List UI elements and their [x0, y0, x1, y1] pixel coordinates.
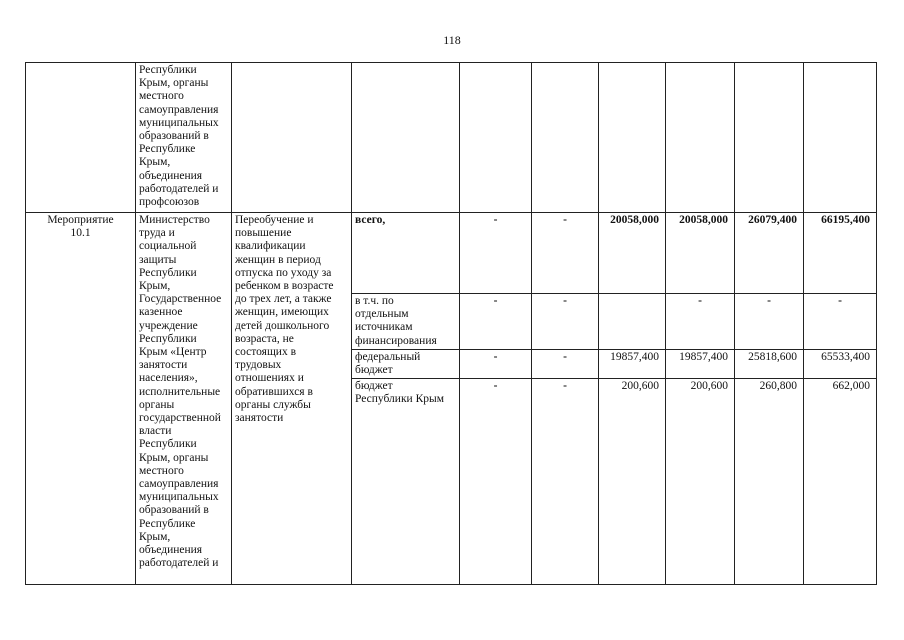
- value-cell: 20058,000: [666, 213, 735, 294]
- value-cell: -: [460, 379, 532, 585]
- value-cell: -: [804, 294, 877, 350]
- value-cell-empty: [532, 63, 599, 213]
- value-cell: -: [532, 213, 599, 294]
- value-cell: -: [460, 349, 532, 378]
- page-number: 118: [443, 33, 461, 47]
- value-cell: 20058,000: [599, 213, 666, 294]
- value-cell: 200,600: [599, 379, 666, 585]
- value-cell: 19857,400: [666, 349, 735, 378]
- value-cell-empty: [460, 63, 532, 213]
- funding-source-cell: всего,: [352, 213, 460, 294]
- value-cell: 66195,400: [804, 213, 877, 294]
- funding-source-cell: в т.ч. по отдельным источникам финансирования: [352, 294, 460, 350]
- value-cell: -: [532, 294, 599, 350]
- value-cell: 662,000: [804, 379, 877, 585]
- value-cell: -: [460, 213, 532, 294]
- value-cell: -: [735, 294, 804, 350]
- funding-source-cell: федеральный бюджет: [352, 349, 460, 378]
- description-cell: Переобучение и повышение квалификации женщин в период отпуска по уходу за ребенком в возрасте до трех лет, а также женщин, имеющих детей дошкольного возраста, не состоящих в трудовых отношениях и обратившихся в органы службы занятости: [232, 213, 352, 585]
- funding-table: [25, 62, 877, 585]
- value-cell: 25818,600: [735, 349, 804, 378]
- value-cell: 19857,400: [599, 349, 666, 378]
- executor-cell: Министерство труда и социальной защиты Республики Крым, Государственное казенное учреждение Республики Крым «Центр занятости населения», исполнительные органы государственной власти Республики Крым, органы местного самоуправления муниципальных образований в Республике Крым, объединения работодателей и: [136, 213, 232, 585]
- value-cell: -: [532, 379, 599, 585]
- funding-source-cell: бюджет Республики Крым: [352, 379, 460, 585]
- value-cell-empty: [599, 63, 666, 213]
- value-cell: [599, 294, 666, 350]
- table-row-continuation: [26, 63, 877, 213]
- value-cell-empty: [804, 63, 877, 213]
- executor-cell-continued: Республики Крым, органы местного самоуправления муниципальных образований в Республике Крым, объединения работодателей и профсоюзов: [136, 63, 232, 213]
- value-cell-empty: [735, 63, 804, 213]
- table-row-total: [26, 213, 877, 294]
- event-cell-empty: [26, 63, 136, 213]
- value-cell: 260,800: [735, 379, 804, 585]
- value-cell: 65533,400: [804, 349, 877, 378]
- value-cell: -: [460, 294, 532, 350]
- source-cell-empty: [352, 63, 460, 213]
- event-name-cell: Мероприятие 10.1: [26, 213, 136, 585]
- value-cell-empty: [666, 63, 735, 213]
- value-cell: -: [666, 294, 735, 350]
- value-cell: 26079,400: [735, 213, 804, 294]
- description-cell-empty: [232, 63, 352, 213]
- value-cell: 200,600: [666, 379, 735, 585]
- value-cell: -: [532, 349, 599, 378]
